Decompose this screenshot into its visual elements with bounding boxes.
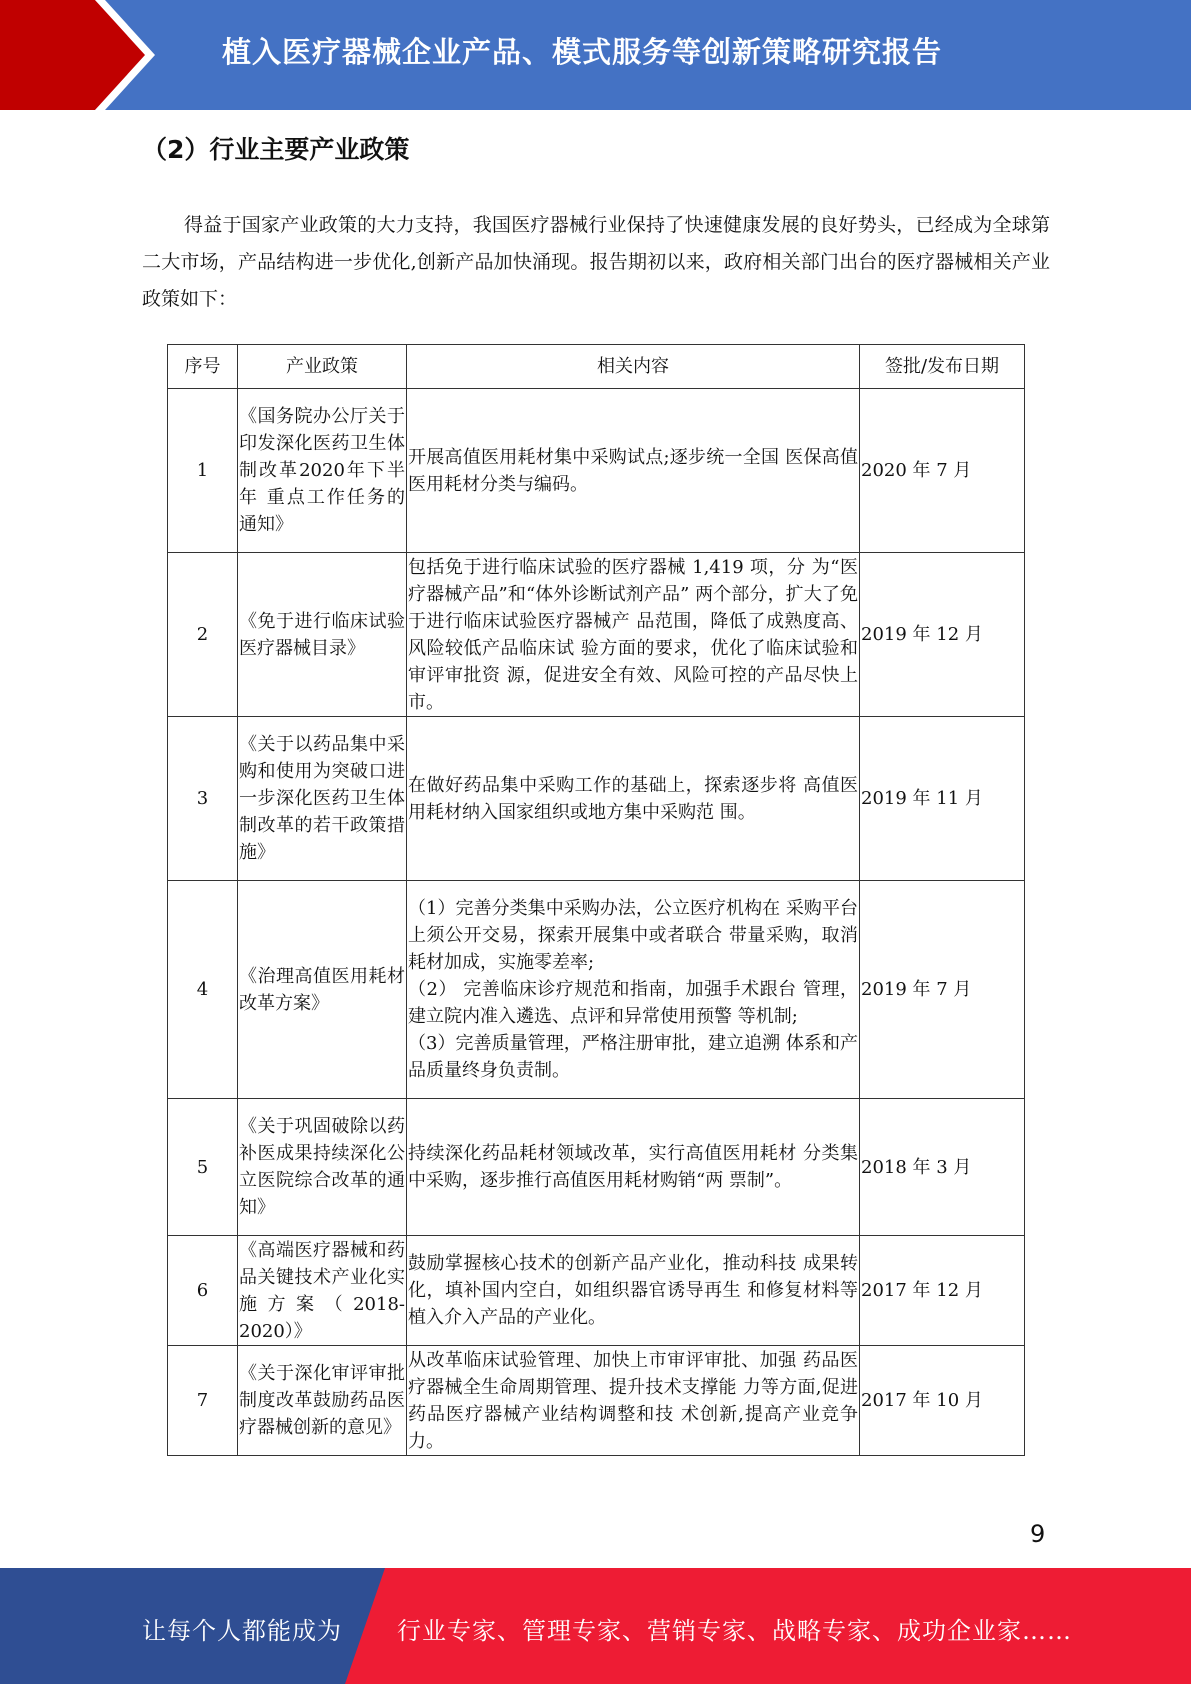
row-policy: 《高端医疗器械和药品关键技术产业化实施方案（2018-2020）》 [238,1236,407,1346]
row-date: 2017 年 10 月 [860,1346,1025,1456]
row-date: 2020 年 7 月 [860,389,1025,553]
row-date: 2019 年 7 月 [860,881,1025,1099]
table-row [168,553,1025,717]
content-line: （3）完善质量管理，严格注册审批，建立追溯 体系和产品质量终身负责制。 [408,1033,858,1081]
row-no: 1 [168,389,238,553]
report-title: 植入医疗器械企业产品、模式服务等创新策略研究报告 [222,35,943,69]
row-content: 在做好药品集中采购工作的基础上，探索逐步将 高值医用耗材纳入国家组织或地方集中采购范 围。 [407,717,860,881]
header-content: 相关内容 [407,345,860,389]
intro-paragraph: 得益于国家产业政策的大力支持，我国医疗器械行业保持了快速健康发展的良好势头，已经成为全球第二大市场，产品结构进一步优化,创新产品加快涌现。报告期初以来，政府相关部门出台的医疗器械相关产业政策如下： [142,214,1050,310]
table-row [168,881,1025,1099]
row-no: 6 [168,1236,238,1346]
row-content: 开展高值医用耗材集中采购试点;逐步统一全国 医保高值医用耗材分类与编码。 [407,389,860,553]
row-content: 鼓励掌握核心技术的创新产品产业化，推动科技 成果转化，填补国内空白，如组织器官诱导再生 和修复材料等植入介入产品的产业化。 [407,1236,860,1346]
header-arrow-decoration [0,0,160,110]
row-no: 2 [168,553,238,717]
row-policy: 《关于巩固破除以药补医成果持续深化公立医院综合改革的通 知》 [238,1099,407,1236]
header-policy: 产业政策 [238,345,407,389]
row-date: 2019 年 11 月 [860,717,1025,881]
footer-slogan-left: 让每个人都能成为 [142,1617,342,1645]
content-line: （1）完善分类集中采购办法，公立医疗机构在 采购平台上须公开交易，探索开展集中或者联合 带量采购，取消耗材加成，实施零差率; [408,898,858,973]
row-no: 5 [168,1099,238,1236]
header-no: 序号 [168,345,238,389]
table-row [168,1099,1025,1236]
row-content: 包括免于进行临床试验的医疗器械 1,419 项，分 为“医疗器械产品”和“体外诊断试剂产品” 两个部分，扩大了免于进行临床试验医疗器械产 品范围，降低了成熟度高、风险较低产品临床试 验方面的要求，优化了临床试验和审评审批资 源，促进安全有效、风险可控的产品尽快上市。 [407,553,860,717]
table-header-row [168,345,1025,389]
page-header [0,0,1191,110]
row-content [407,881,860,1099]
row-date: 2019 年 12 月 [860,553,1025,717]
row-policy: 《免于进行临床试验医疗器械目录》 [238,553,407,717]
table-row [168,1236,1025,1346]
table-row [168,389,1025,553]
row-policy: 《关于深化审评审批制度改革鼓励药品医疗器械创新的意见》 [238,1346,407,1456]
row-policy: 《治理高值医用耗材改革方案》 [238,881,407,1099]
section-heading: （2）行业主要产业政策 [142,135,410,164]
page-footer [0,1568,1191,1684]
table-row [168,717,1025,881]
row-no: 7 [168,1346,238,1456]
row-no: 4 [168,881,238,1099]
table-row [168,1346,1025,1456]
row-date: 2017 年 12 月 [860,1236,1025,1346]
footer-slogan-right: 行业专家、管理专家、营销专家、战略专家、成功企业家…… [397,1617,1072,1645]
row-policy: 《国务院办公厅关于印发深化医药卫生体制改革2020年下半年 重点工作任务的 通知》 [238,389,407,553]
row-content: 持续深化药品耗材领域改革，实行高值医用耗材 分类集中采购，逐步推行高值医用耗材购销“两 票制”。 [407,1099,860,1236]
header-date: 签批/发布日期 [860,345,1025,389]
row-date: 2018 年 3 月 [860,1099,1025,1236]
row-content: 从改革临床试验管理、加快上市审评审批、加强 药品医疗器械全生命周期管理、提升技术支撑能 力等方面,促进药品医疗器械产业结构调整和技 术创新,提高产业竞争力。 [407,1346,860,1456]
content-line: （2） 完善临床诊疗规范和指南，加强手术跟台 管理，建立院内准入遴选、点评和异常使用预警 等机制; [408,979,858,1027]
page-number: 9 [1030,1520,1046,1548]
row-policy: 《关于以药品集中采购和使用为突破口进一步深化医药卫生体制改革的若干政策措施》 [238,717,407,881]
row-no: 3 [168,717,238,881]
policy-table [167,344,1025,1456]
